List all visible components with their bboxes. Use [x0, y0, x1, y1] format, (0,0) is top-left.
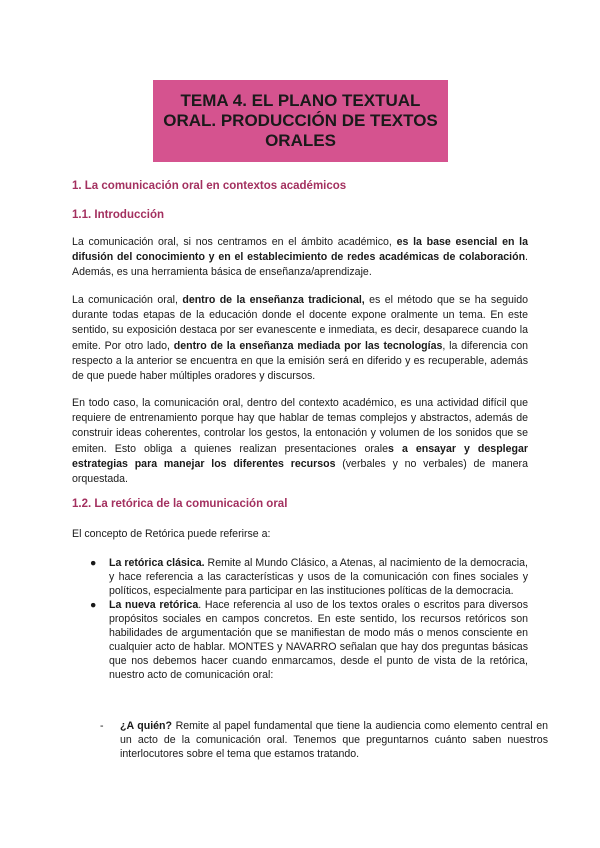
title-banner [153, 80, 448, 162]
dash-item: - ¿A quién? Remite al papel fundamental que tiene la audiencia como elemento central en un acto de la comunicación oral. Tenemos que preguntarnos cuánto saben nuestros interlocutores sobre el tema que estamos tratando. [100, 720, 548, 760]
section-1-heading: 1. La comunicación oral en contextos académicos [72, 180, 347, 192]
section-1-2-heading: 1.2. La retórica de la comunicación oral [72, 498, 288, 510]
page-title [163, 91, 438, 151]
title-line-3: ORALES [265, 131, 336, 150]
title-line-2: ORAL. PRODUCCIÓN DE TEXTOS [163, 111, 438, 130]
bullet-icon: ● [90, 557, 97, 569]
intro-paragraph-3: En todo caso, la comunicación oral, dentro del contexto académico, es una actividad difícil que requiere de entrenamiento porque hay que hablar de temas complejos y abstractos, además de construir ideas coherentes, controlar los gestos, la entonación y volumen de los sonidos que se emiten. Esto obliga a quienes realizan presentaciones orales a ensayar y desplegar estrategias para manejar los diferentes recursos (verbales y no verbales) de manera orquestada. [72, 397, 528, 486]
intro-paragraph-1: La comunicación oral, si nos centramos en el ámbito académico, es la base esencial en la difusión del conocimiento y en el establecimiento de redes académicas de colaboración. Además, es una herramienta básica de enseñanza/aprendizaje. [72, 236, 528, 279]
section-1-1-heading: 1.1. Introducción [72, 209, 165, 221]
list-item: ● La retórica clásica. Remite al Mundo Clásico, a Atenas, al nacimiento de la democracia, y hace referencia a las características y usos de la comunicación con fines sociales y políticos, especialmente para participar en las instituciones políticas de la democracia. [90, 557, 528, 597]
retorica-list [90, 556, 528, 682]
dash-icon: - [100, 720, 104, 732]
intro-paragraph-2: La comunicación oral, dentro de la enseñanza tradicional, es el método que se ha seguido durante todas etapas de la educación donde el docente expone oralmente un tema. En este sentido, su exposición destaca por ser evanescente e inmediata, es decir, desaparece cuando la emite. Por otro lado, dentro de la enseñanza mediada por las tecnologías, la diferencia con respecto a la anterior se encuentra en que la emisión será en diferido y es recuperable, además de que puede haber múltiples oradores y discursos. [72, 294, 529, 383]
title-line-1: TEMA 4. EL PLANO TEXTUAL [180, 91, 421, 110]
retorica-intro: El concepto de Retórica puede referirse a: [72, 528, 271, 540]
bullet-icon: ● [90, 599, 97, 611]
list-item: ● La nueva retórica. Hace referencia al uso de los textos orales o escritos para diversos propósitos sociales en campos concretos. En este sentido, los recursos retóricos son habilidades de argumentación que se manifiestan de modo más o menos consciente en cualquier acto de hablar. MONTES y NAVARRO señalan que hay dos preguntas básicas que nos debemos hacer cuando enmarcamos, desde el punto de vista de la retórica, nuestro acto de comunicación oral: [90, 599, 528, 681]
